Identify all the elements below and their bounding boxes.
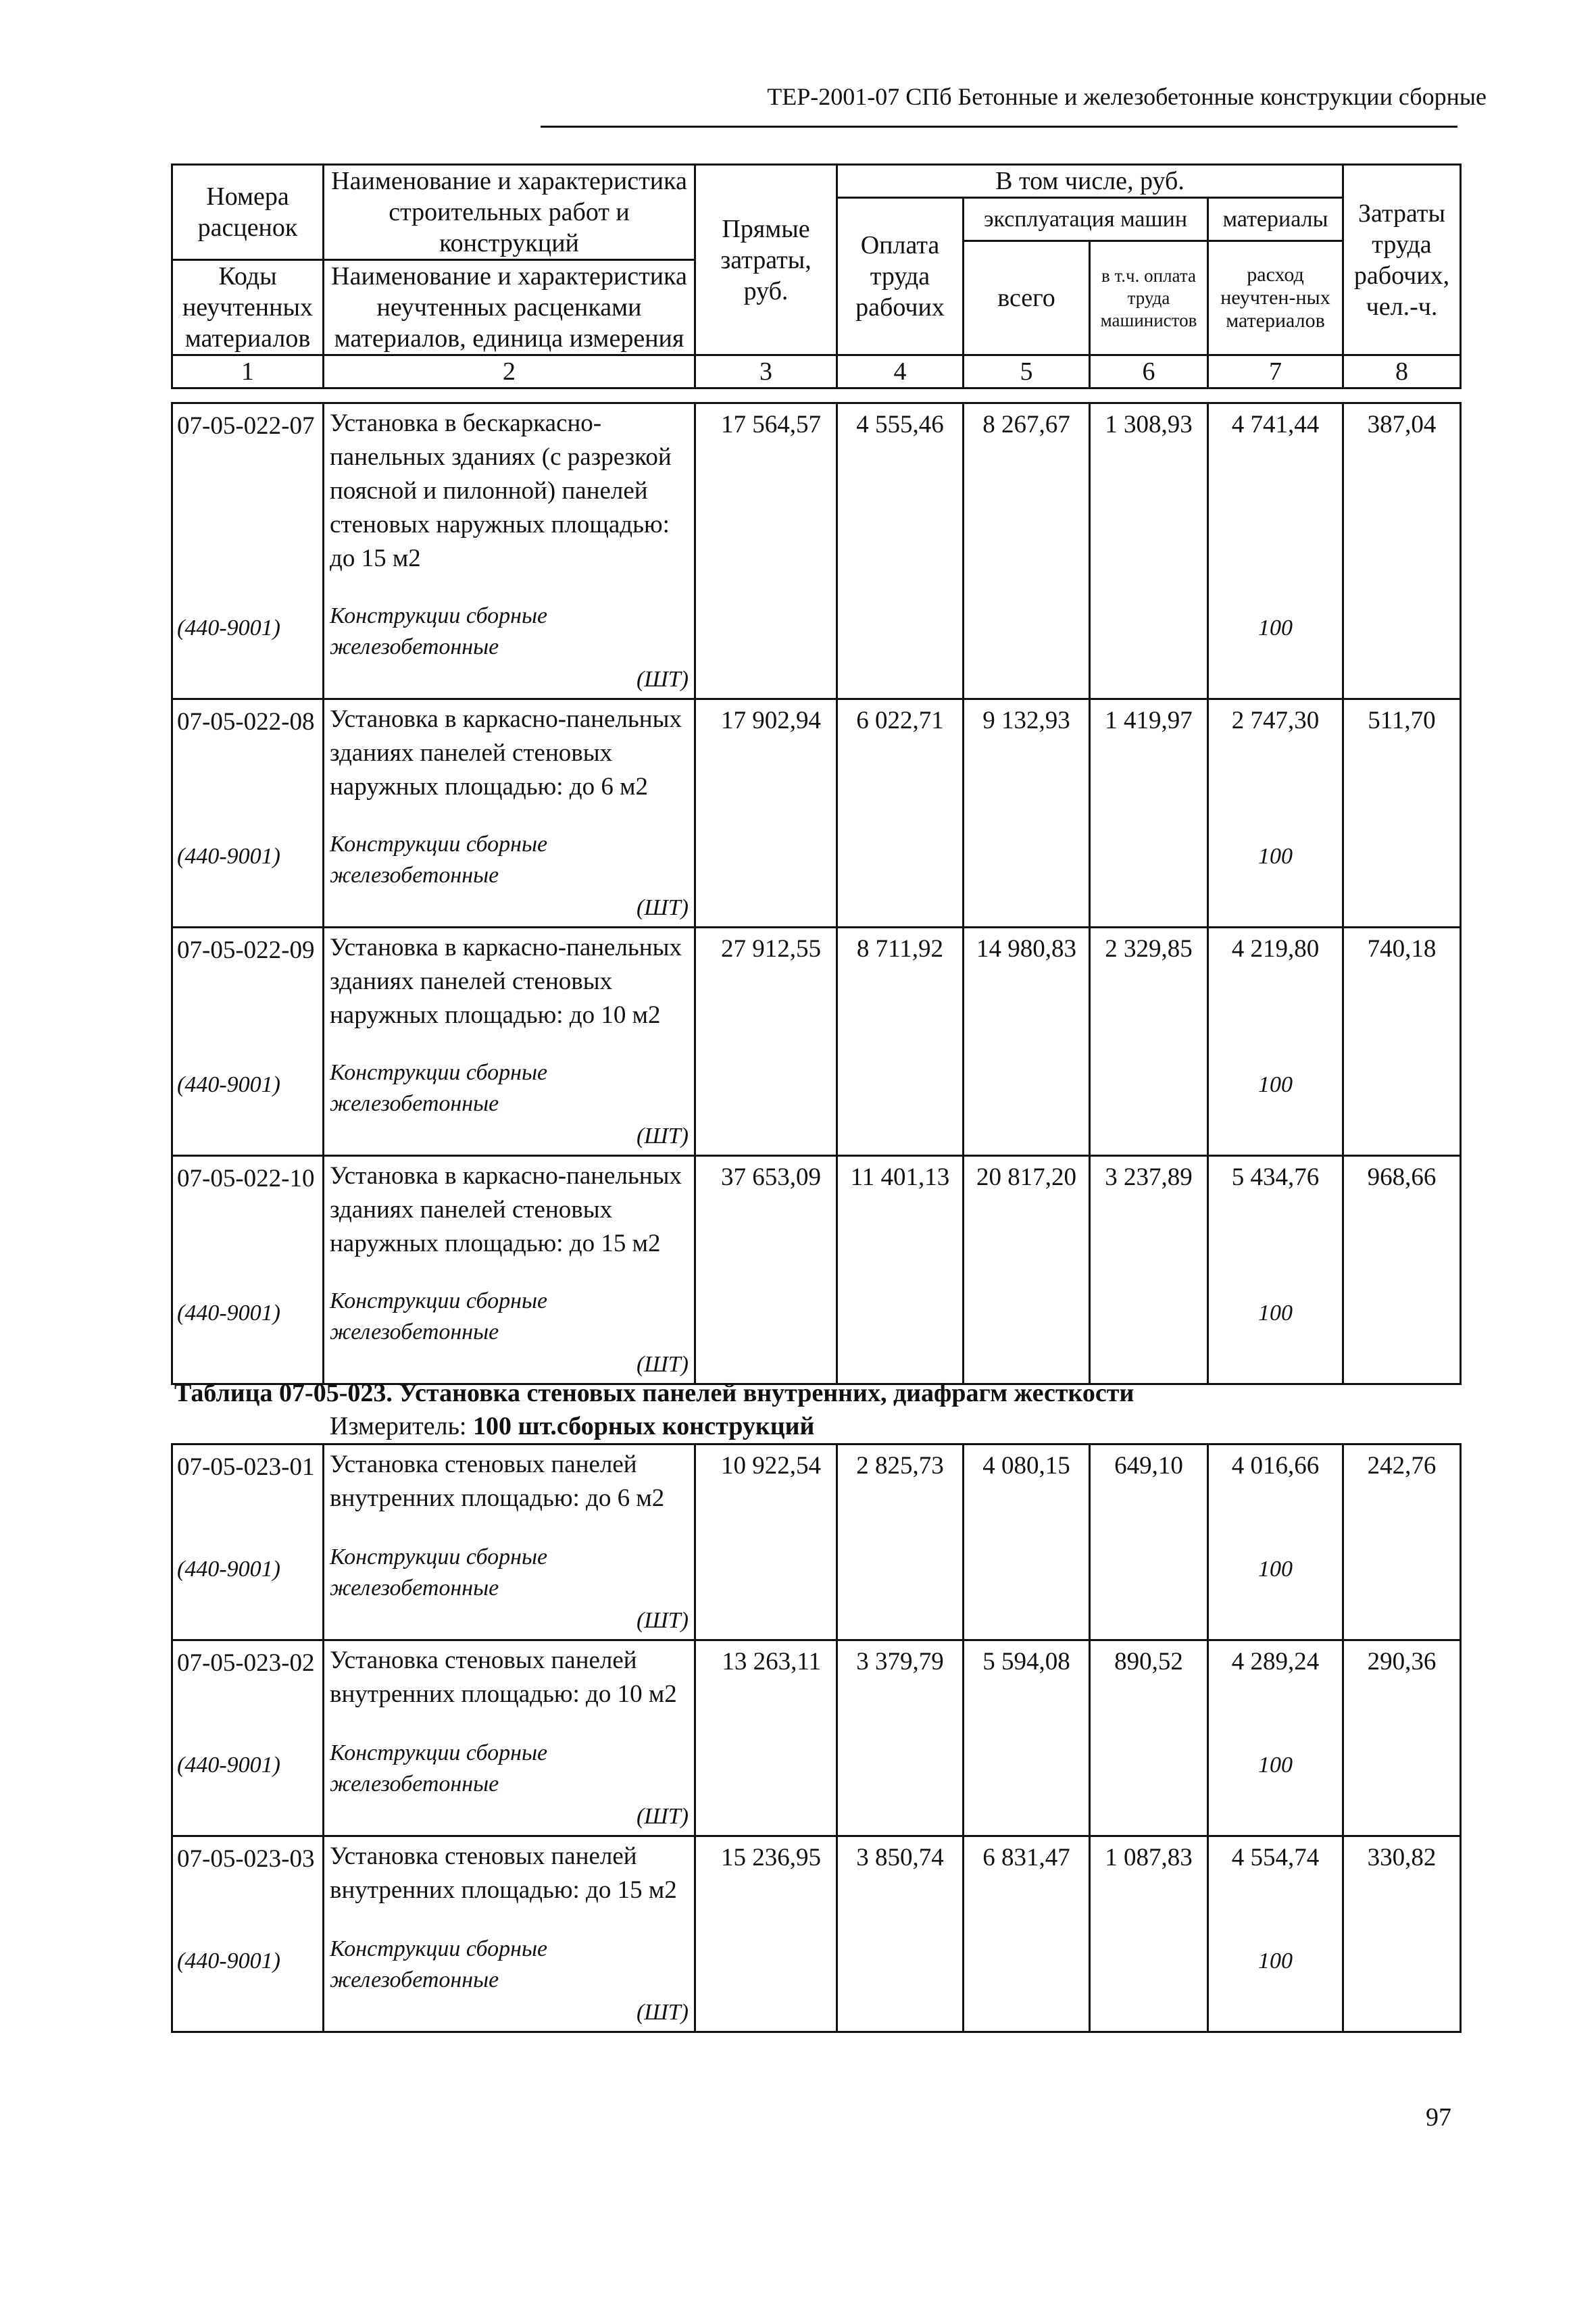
material-name: Конструкции сборные железобетонные xyxy=(330,1740,548,1796)
labor-hours: 330,82 xyxy=(1367,1844,1437,1871)
materials-cost: 4 016,66 xyxy=(1231,1452,1320,1480)
header-machines-total: всего xyxy=(964,241,1090,355)
machinist-pay: 1 308,93 xyxy=(1105,411,1193,438)
work-name: Установка стеновых панелей внутренних площадью: до 6 м2 xyxy=(330,1451,665,1512)
labor-hours: 968,66 xyxy=(1367,1163,1437,1191)
labor-hours: 740,18 xyxy=(1367,935,1437,963)
materials-cost: 4 741,44 xyxy=(1231,411,1320,438)
header-group: В том числе, руб. xyxy=(837,165,1343,198)
material-name: Конструкции сборные железобетонные xyxy=(330,832,548,888)
header-codes-top: Номера расценок xyxy=(172,165,324,260)
table-header xyxy=(171,164,1462,389)
measure-value: 100 шт.сборных конструкций xyxy=(473,1412,815,1440)
header-rule xyxy=(541,126,1457,128)
material-quantity: 100 xyxy=(1258,1072,1293,1097)
header-name-top: Наименование и характеристика строительных работ и конструкций xyxy=(324,165,695,260)
materials-cost: 2 747,30 xyxy=(1231,707,1320,734)
material-code: (440-9001) xyxy=(177,1948,280,1973)
material-code: (440-9001) xyxy=(177,844,280,869)
material-unit: (ШТ) xyxy=(636,667,689,692)
direct-costs: 37 653,09 xyxy=(721,1163,821,1191)
material-quantity: 100 xyxy=(1258,1753,1293,1778)
labor-hours: 290,36 xyxy=(1367,1648,1437,1676)
material-name: Конструкции сборные железобетонные xyxy=(330,1544,548,1601)
material-code: (440-9001) xyxy=(177,1301,280,1326)
material-name: Конструкции сборные железобетонные xyxy=(330,603,548,659)
material-unit: (ШТ) xyxy=(636,1124,689,1149)
labor-hours: 242,76 xyxy=(1367,1452,1437,1480)
table-row xyxy=(172,699,1461,928)
header-number: 8 xyxy=(1343,355,1461,388)
material-name: Конструкции сборные железобетонные xyxy=(330,1936,548,1992)
header-direct-costs: Прямые затраты, руб. xyxy=(695,165,837,355)
page-number: 97 xyxy=(1426,2103,1451,2132)
material-unit: (ШТ) xyxy=(636,2000,689,2025)
table-row xyxy=(172,1836,1461,2032)
labor-pay: 3 850,74 xyxy=(856,1844,944,1871)
table-row xyxy=(172,403,1461,699)
material-code: (440-9001) xyxy=(177,1072,280,1097)
material-quantity: 100 xyxy=(1258,1301,1293,1326)
table-row xyxy=(172,928,1461,1156)
direct-costs: 27 912,55 xyxy=(721,935,821,963)
machines-total: 4 080,15 xyxy=(982,1452,1070,1480)
header-number: 5 xyxy=(964,355,1090,388)
labor-pay: 6 022,71 xyxy=(856,707,944,734)
machinist-pay: 3 237,89 xyxy=(1105,1163,1193,1191)
header-codes-bottom: Коды неучтенных материалов xyxy=(172,260,324,355)
header-machinist-pay: в т.ч. оплата труда машинистов xyxy=(1090,241,1208,355)
labor-pay: 11 401,13 xyxy=(850,1163,950,1191)
rate-code: 07-05-023-03 xyxy=(177,1845,315,1873)
rate-code: 07-05-022-08 xyxy=(177,708,315,736)
work-name: Установка стеновых панелей внутренних площадью: до 15 м2 xyxy=(330,1842,677,1904)
material-unit: (ШТ) xyxy=(636,895,689,920)
material-code: (440-9001) xyxy=(177,615,280,640)
header-number: 3 xyxy=(695,355,837,388)
table-07-05-023 xyxy=(171,1443,1462,2033)
material-name: Конструкции сборные железобетонные xyxy=(330,1060,548,1116)
table-row xyxy=(172,1444,1461,1640)
labor-pay: 8 711,92 xyxy=(856,935,944,963)
header-number: 4 xyxy=(837,355,964,388)
table-row xyxy=(172,1640,1461,1836)
work-name: Установка в каркасно-панельных зданиях панелей стеновых наружных площадью: до 6 м2 xyxy=(330,705,682,801)
table-row xyxy=(172,1156,1461,1384)
header-unaccounted-materials: расход неучтен-ных материалов xyxy=(1208,241,1343,355)
work-name: Установка в бескаркасно-панельных зданиях (с разрезкой поясной и пилонной) панелей стеновых наружных площадью: до 15 м2 xyxy=(330,409,672,572)
material-name: Конструкции сборные железобетонные xyxy=(330,1288,548,1344)
machines-total: 9 132,93 xyxy=(982,707,1070,734)
material-code: (440-9001) xyxy=(177,1557,280,1582)
rate-code: 07-05-022-09 xyxy=(177,936,315,964)
machinist-pay: 2 329,85 xyxy=(1105,935,1193,963)
machinist-pay: 1 087,83 xyxy=(1105,1844,1193,1871)
header-number: 6 xyxy=(1090,355,1208,388)
direct-costs: 15 236,95 xyxy=(721,1844,821,1871)
header-labor-pay: Оплата труда рабочих xyxy=(837,198,964,355)
labor-hours: 511,70 xyxy=(1368,707,1436,734)
header-machines: эксплуатация машин xyxy=(964,198,1208,241)
materials-cost: 4 289,24 xyxy=(1231,1648,1320,1676)
material-code: (440-9001) xyxy=(177,1753,280,1778)
work-name: Установка в каркасно-панельных зданиях панелей стеновых наружных площадью: до 10 м2 xyxy=(330,934,682,1029)
table2-measure xyxy=(330,1411,814,1441)
table2-title: Таблица 07-05-023. Установка стеновых панелей внутренних, диафрагм жесткости xyxy=(174,1379,1134,1407)
header-labor-hours: Затраты труда рабочих, чел.-ч. xyxy=(1343,165,1461,355)
machines-total: 5 594,08 xyxy=(982,1648,1070,1676)
material-unit: (ШТ) xyxy=(636,1352,689,1377)
direct-costs: 17 564,57 xyxy=(721,411,821,438)
machinist-pay: 1 419,97 xyxy=(1105,707,1193,734)
table-07-05-022 xyxy=(171,402,1462,1385)
header-number: 1 xyxy=(172,355,324,388)
machines-total: 8 267,67 xyxy=(982,411,1070,438)
rate-code: 07-05-023-01 xyxy=(177,1453,315,1481)
header-number: 2 xyxy=(324,355,695,388)
material-quantity: 100 xyxy=(1258,1557,1293,1582)
materials-cost: 4 219,80 xyxy=(1231,935,1320,963)
page-header: ТЕР-2001-07 СПб Бетонные и железобетонные конструкции сборные xyxy=(767,83,1487,110)
measure-label: Измеритель: xyxy=(330,1412,473,1440)
header-name-bottom: Наименование и характеристика неучтенных расценками материалов, единица измерения xyxy=(324,260,695,355)
machines-total: 20 817,20 xyxy=(976,1163,1076,1191)
header-materials: материалы xyxy=(1208,198,1343,241)
rate-code: 07-05-022-07 xyxy=(177,412,315,440)
work-name: Установка в каркасно-панельных зданиях панелей стеновых наружных площадью: до 15 м2 xyxy=(330,1162,682,1257)
material-unit: (ШТ) xyxy=(636,1804,689,1829)
material-quantity: 100 xyxy=(1258,1948,1293,1973)
direct-costs: 13 263,11 xyxy=(722,1648,821,1676)
rate-code: 07-05-023-02 xyxy=(177,1649,315,1677)
material-quantity: 100 xyxy=(1258,844,1293,869)
header-number: 7 xyxy=(1208,355,1343,388)
rate-code: 07-05-022-10 xyxy=(177,1165,315,1192)
direct-costs: 10 922,54 xyxy=(721,1452,821,1480)
labor-hours: 387,04 xyxy=(1367,411,1437,438)
material-quantity: 100 xyxy=(1258,615,1293,640)
materials-cost: 5 434,76 xyxy=(1231,1163,1320,1191)
materials-cost: 4 554,74 xyxy=(1231,1844,1320,1871)
machinist-pay: 649,10 xyxy=(1114,1452,1183,1480)
machines-total: 14 980,83 xyxy=(976,935,1076,963)
direct-costs: 17 902,94 xyxy=(721,707,821,734)
labor-pay: 3 379,79 xyxy=(856,1648,944,1676)
labor-pay: 2 825,73 xyxy=(856,1452,944,1480)
work-name: Установка стеновых панелей внутренних площадью: до 10 м2 xyxy=(330,1646,677,1708)
material-unit: (ШТ) xyxy=(636,1608,689,1633)
labor-pay: 4 555,46 xyxy=(856,411,944,438)
machines-total: 6 831,47 xyxy=(982,1844,1070,1871)
machinist-pay: 890,52 xyxy=(1114,1648,1183,1676)
